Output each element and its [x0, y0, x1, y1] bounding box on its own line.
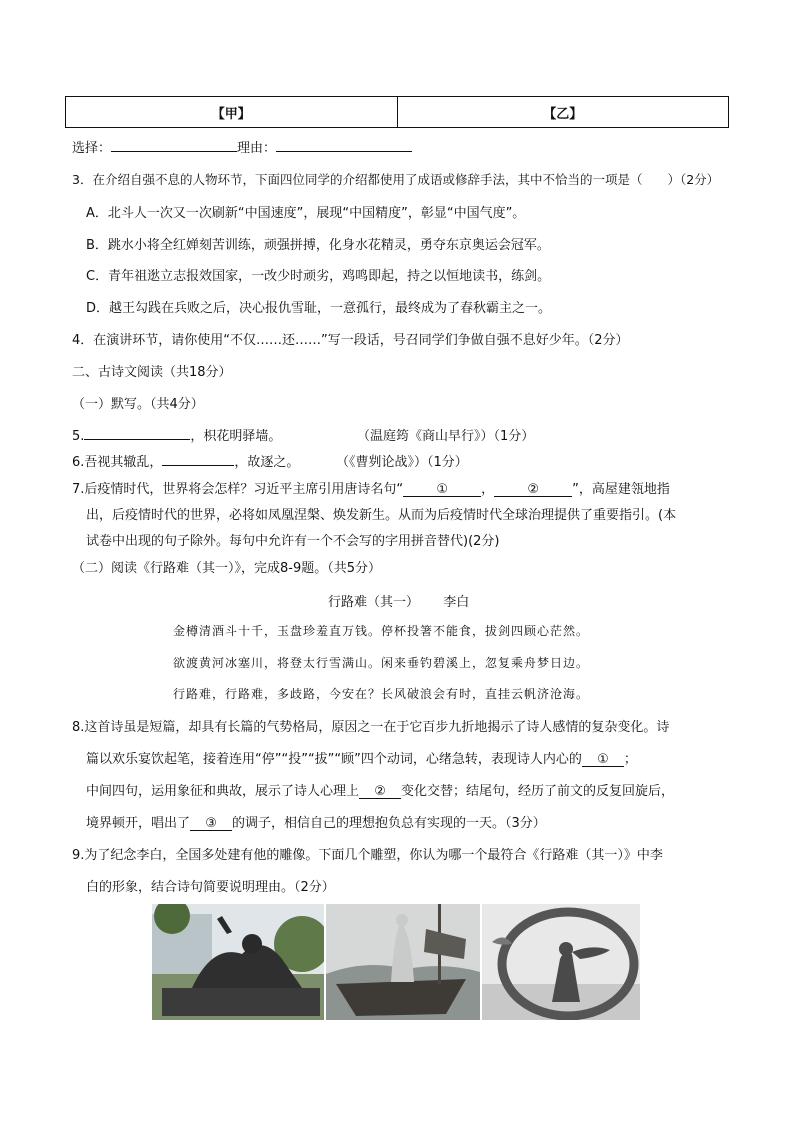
q5-source: （温庭筠《商山早行》）（1分） — [357, 429, 535, 444]
q7-text-b: ”，高屋建瓴地指 — [572, 482, 670, 497]
q8-text-2b: ； — [623, 752, 637, 767]
statue-photo-2 — [326, 904, 480, 1020]
q7-line1 — [72, 478, 670, 497]
q3-option-c: C．青年祖逖立志报效国家，一改少时顽劣，鸡鸣即起，持之以恒地读书，练剑。 — [86, 269, 551, 284]
q8-line3 — [86, 780, 674, 799]
q5-blank[interactable] — [84, 425, 190, 440]
q8-blank-2[interactable]: ② — [359, 784, 401, 799]
q8-text-2a: 篇以欢乐宴饮起笔，接着连用“停”“投”“拔”“顾”四个动词，心绪急转，表现诗人内心的 — [86, 752, 582, 767]
q6-text-b: ，故逐之。 — [234, 455, 300, 470]
q9-line1: 9.为了纪念李白，全国多处建有他的雕像。下面几个雕塑，你认为哪一个最符合《行路难（其一）》中李 — [72, 848, 663, 863]
q7-blank-2[interactable]: ② — [494, 482, 572, 497]
poem-title: 行路难（其一） — [328, 595, 420, 610]
choice-blank[interactable] — [111, 137, 237, 152]
choice-label: 选择： — [72, 141, 112, 156]
q5-line — [72, 425, 281, 444]
q8-text-3b: 变化交替；结尾句，经历了前文的反复回旋后， — [401, 784, 675, 799]
part2-title: （二）阅读《行路难（其一）》，完成8-9题。（共5分） — [72, 561, 382, 576]
q6-text-a: 6.吾视其辙乱， — [72, 455, 163, 470]
q7-text-a: 7.后疫情时代，世界将会怎样？习近平主席引用唐诗名句“ — [72, 482, 404, 497]
q8-blank-3[interactable]: ③ — [190, 816, 232, 831]
q8-line2 — [86, 748, 637, 767]
q8-text-3a: 中间四句，运用象征和典故，展示了诗人心理上 — [86, 784, 360, 799]
reason-label: 理由： — [237, 141, 277, 156]
q6-source: （《曹刿论战》）（1分） — [336, 455, 468, 470]
section2-title: 二、古诗文阅读（共18分） — [72, 365, 232, 380]
table-header-jia: 【甲】 — [66, 97, 398, 128]
answer-table — [65, 96, 729, 128]
poem-line-3: 行路难，行路难，多歧路，今安在？长风破浪会有时，直挂云帆济沧海。 — [173, 687, 590, 701]
poem-heading — [328, 591, 469, 610]
q6-line — [72, 451, 299, 470]
q7-comma: ， — [481, 482, 495, 497]
poem-line-2: 欲渡黄河冰塞川，将登太行雪满山。闲来垂钓碧溪上，忽复乘舟梦日边。 — [173, 656, 590, 670]
q9-line2: 白的形象，结合诗句简要说明理由。（2分） — [86, 880, 335, 895]
q5-text: ，枳花明驿墙。 — [190, 429, 282, 444]
q6-blank[interactable] — [162, 451, 234, 466]
q7-line2: 出，后疫情时代的世界，必将如凤凰涅槃、焕发新生。从而为后疫情时代全球治理提供了重要指引。(本 — [86, 508, 677, 523]
q8-line1: 8.这首诗虽是短篇，却具有长篇的气势格局，原因之一在于它百步九折地揭示了诗人感情的复杂变化。诗 — [72, 720, 670, 735]
q8-text-4a: 境界顿开，唱出了 — [86, 816, 191, 831]
poem-author: 李白 — [443, 595, 470, 610]
statue-photo-3 — [482, 904, 640, 1020]
q3-option-a: A．北斗人一次又一次刷新“中国速度”，展现“中国精度”，彰显“中国气度”。 — [86, 206, 526, 221]
reason-blank[interactable] — [276, 137, 412, 152]
q3-stem: 3．在介绍自强不息的人物环节，下面四位同学的介绍都使用了成语或修辞手法，其中不恰当的一项是（ ）（2分） — [72, 172, 720, 187]
q8-line4 — [86, 812, 546, 831]
q3-option-d: D．越王勾践在兵败之后，决心报仇雪耻，一意孤行，最终成为了春秋霸主之一。 — [86, 301, 552, 316]
q4-text: 4．在演讲环节，请你使用“不仅……还……”写一段话，号召同学们争做自强不息好少年。（2分） — [72, 333, 629, 348]
choice-line — [72, 137, 412, 156]
poem-line-1: 金樽清酒斗十千，玉盘珍羞直万钱。停杯投箸不能食，拔剑四顾心茫然。 — [173, 624, 590, 638]
statue-photo-1 — [152, 904, 324, 1020]
q3-option-b: B．跳水小将全红婵刻苦训练，顽强拼搏，化身水花精灵，勇夺东京奥运会冠军。 — [86, 238, 550, 253]
q5-number: 5. — [72, 429, 85, 444]
q8-text-4b: 的调子，相信自己的理想抱负总有实现的一天。（3分） — [232, 816, 546, 831]
q7-line3: 试卷中出现的句子除外。每句中允许有一个不会写的字用拼音替代)(2分) — [86, 534, 500, 549]
table-header-yi: 【乙】 — [397, 97, 729, 128]
section2-part1: （一）默写。（共4分） — [72, 397, 204, 412]
q8-blank-1[interactable]: ① — [582, 752, 624, 767]
q7-blank-1[interactable]: ① — [403, 482, 481, 497]
